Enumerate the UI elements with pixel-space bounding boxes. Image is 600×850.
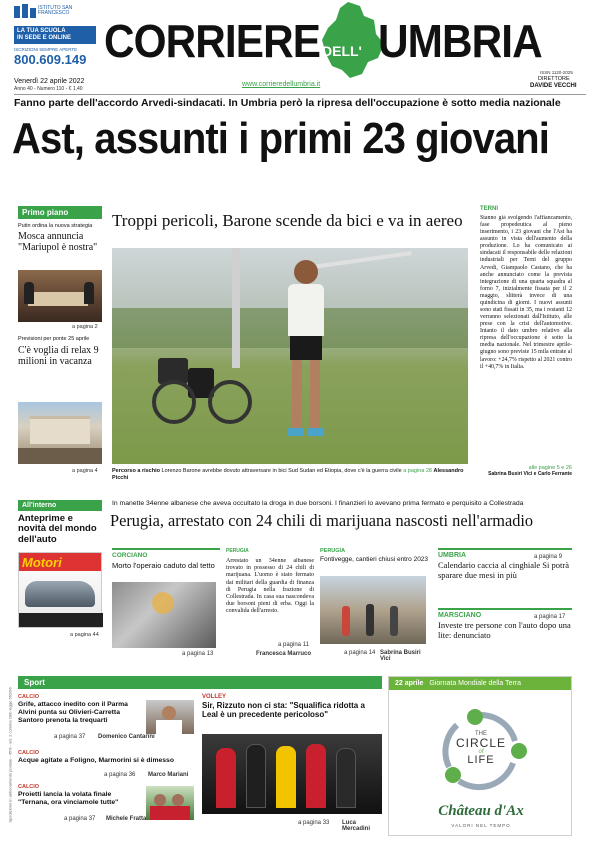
cyclist-photo bbox=[112, 248, 468, 464]
school-logo-text: ISTITUTO SAN FRANCESCO bbox=[38, 5, 73, 16]
calcio-2-ref[interactable]: a pagina 36 bbox=[104, 772, 136, 778]
title-umbria: UMBRIA bbox=[378, 15, 542, 67]
vacation-photo bbox=[18, 402, 102, 464]
perugia-box bbox=[226, 548, 314, 660]
primo-piano-column bbox=[18, 206, 102, 496]
terni-body: Stanno già svolgendo l'affiancamento, fase propedeutica al pieno inserimento, i 23 giovani che l'Ast ha assunto in vista dell'aumento della produzione. Lo ha comunicato ai sindacati il responsabile delle relazioni industriali per Terni del gruppo Arvedi, Giampaolo Castano, che ha anche annunciato come la prevista integrazione di una quarta squadra al forno 7, inizialmente fissata per il 2 maggio, slitterà invece di una quindicina di giorni. I nuovi assunti sono stati fissati in 35, ma i restanti 12 verranno selezionati dall'Istituto, alle prese con la crisi dell'automotive. Intanto il dato umbro relativo alla ripresa dell'occupazione è sotto la media nazionale. Nel trimestre aprile-giugno sono previste 15 mila entrate al lavoro: +24,7% rispetto al 2021 contro il +40,7% in Italia. bbox=[480, 215, 572, 370]
ad-earth-day: Giornata Mondiale della Terra bbox=[429, 680, 522, 687]
primo-piano-item-1-title[interactable]: Mosca annuncia "Mariupol è nostra" bbox=[18, 231, 98, 253]
promo-line-1: LA TUA SCUOLA bbox=[17, 28, 66, 34]
calcio-2 bbox=[18, 750, 194, 780]
marsciano-title[interactable]: Investe tre persone con l'auto dopo una lite: denunciato bbox=[438, 620, 571, 640]
calcio-1-ref[interactable]: a pagina 37 bbox=[54, 734, 86, 740]
circle-life: LIFE bbox=[467, 754, 495, 766]
caption-bold: Percorso a rischio bbox=[112, 468, 160, 474]
calcio-3-ref[interactable]: a pagina 37 bbox=[64, 816, 96, 822]
perugia-box-label: PERUGIA bbox=[226, 548, 249, 554]
motori-title: Motori bbox=[22, 554, 62, 570]
masthead bbox=[0, 0, 600, 92]
corciano-label: CORCIANO bbox=[112, 552, 148, 559]
lead-headline: Ast, assunti i primi 23 giovani bbox=[12, 114, 549, 163]
umbria-label: UMBRIA bbox=[438, 552, 466, 559]
perugia-box-author: Francesca Marruco bbox=[256, 651, 312, 657]
terni-ref[interactable]: alle pagine 5 e 26 bbox=[528, 465, 572, 471]
calcio-2-label: CALCIO bbox=[18, 750, 40, 756]
newspaper-title bbox=[104, 16, 574, 66]
primo-piano-label: Primo piano bbox=[18, 206, 102, 219]
volley-ref[interactable]: a pagina 33 bbox=[298, 820, 330, 826]
sport-label: Sport bbox=[18, 676, 382, 689]
umbria-rule bbox=[438, 548, 572, 550]
volley-author: Luca Mercadini bbox=[342, 820, 371, 832]
corciano-photo bbox=[112, 582, 216, 648]
ad-date: 22 aprile bbox=[395, 680, 424, 687]
sport-section bbox=[18, 676, 382, 836]
car-photo bbox=[25, 581, 95, 607]
lead-kicker: Fanno parte dell'accordo Arvedi-sindacati. In Umbria però la ripresa dell'occupazione è sotto media nazionale bbox=[14, 97, 561, 109]
umbria-title[interactable]: Calendario caccia al cinghiale Si potrà sparare due mesi in più bbox=[438, 560, 569, 580]
corciano-rule bbox=[112, 548, 220, 550]
volley-photo bbox=[202, 734, 382, 814]
umbria-box bbox=[438, 548, 572, 604]
calcio-3 bbox=[18, 784, 194, 832]
ad-header bbox=[389, 677, 571, 690]
calcio-1-author: Domenico Cantarini bbox=[98, 734, 155, 740]
promo-banner bbox=[14, 26, 96, 44]
title-corriere: CORRIERE bbox=[104, 15, 321, 67]
postal-note: Spedizione in abbonamento postale - 45% - art. 2 comma 20/b legge 662/96 bbox=[7, 687, 13, 823]
marsciano-rule bbox=[438, 608, 572, 610]
school-logo bbox=[14, 4, 96, 18]
all-interno-label: All'interno bbox=[18, 500, 102, 511]
primo-piano-item-1-ref[interactable]: a pagina 2 bbox=[72, 324, 98, 330]
volley-label: VOLLEY bbox=[202, 694, 227, 700]
calcio-1-label: CALCIO bbox=[18, 694, 40, 700]
circle-of-life-logo bbox=[435, 705, 527, 797]
issn: ISSN 1120-2025 bbox=[540, 70, 573, 75]
promo-small: ISCRIZIONI SEMPRE APERTE bbox=[14, 47, 78, 53]
perugia-cantieri-label: PERUGIA bbox=[320, 548, 346, 554]
putin-photo bbox=[18, 270, 102, 322]
marsciano-label: MARSCIANO bbox=[438, 612, 482, 619]
promo-box bbox=[14, 4, 96, 74]
calcio-2-author: Marco Mariani bbox=[148, 772, 189, 778]
perugia-cantieri-title[interactable]: Fontivegge, cantieri chiusi entro 2023 bbox=[320, 556, 429, 563]
calcio-3-label: CALCIO bbox=[18, 784, 40, 790]
calcio-1 bbox=[18, 694, 194, 742]
primo-piano-item-2-kicker: Previsioni per ponte 25 aprile bbox=[18, 336, 90, 342]
divider bbox=[14, 94, 586, 95]
terni-column bbox=[480, 206, 572, 484]
calcio-1-title[interactable]: Grife, attacco inedito con il Parma Alvini punta su Olivieri-Carretta Santoro prenota la trequarti bbox=[18, 701, 128, 725]
perugia-headline[interactable]: Perugia, arrestato con 24 chili di marijuana nascosti nell'armadio bbox=[110, 511, 534, 530]
terni-label: TERNI bbox=[480, 206, 498, 212]
calcio-3-photo bbox=[146, 786, 194, 820]
calcio-1-photo bbox=[146, 700, 194, 734]
perugia-cantieri-author: Sabrina Busiri Vici bbox=[380, 650, 421, 662]
website-link[interactable]: www.corrieredellumbria.it bbox=[242, 81, 321, 88]
corciano-title[interactable]: Morto l'operaio caduto dal tetto bbox=[112, 561, 215, 570]
promo-phone: 800.609.149 bbox=[14, 52, 87, 68]
all-interno-ref[interactable]: a pagina 44 bbox=[70, 632, 99, 638]
marsciano-box bbox=[438, 608, 572, 660]
perugia-box-body: Arrestato un 34enne albanese trovato in possesso di 24 chili di marijuana. L'uomo è stato fermato dai militari della guardia di finanza di Perugia nella frazione di Collestrada. In casa sua nascondeva due borsoni pieni di erba. Oggi la convalida dell'arresto. bbox=[226, 558, 314, 615]
all-interno-column bbox=[18, 500, 102, 660]
calcio-3-title[interactable]: Proietti lancia la volata finale "Ternana, ora vinciamole tutte" bbox=[18, 791, 119, 807]
calcio-3-author: Michele Fratta bbox=[106, 816, 147, 822]
marsciano-ref[interactable]: a pagina 17 bbox=[534, 614, 566, 620]
ad-slogan: VALORI NEL TEMPO bbox=[451, 823, 511, 828]
ad-brand: Château d'Ax bbox=[438, 803, 524, 819]
corciano-box bbox=[112, 548, 220, 660]
director-label: DIRETTORE bbox=[538, 76, 570, 82]
director-name: DAVIDE VECCHI bbox=[530, 83, 577, 89]
caption-ref[interactable]: a pagina 28 bbox=[403, 468, 432, 474]
date: Venerdì 22 aprile 2022 bbox=[14, 78, 85, 85]
primo-piano-item-2-title[interactable]: C'è voglia di relax 9 milioni in vacanza bbox=[18, 345, 99, 367]
primo-piano-item-2-ref[interactable]: a pagina 4 bbox=[72, 468, 98, 474]
corciano-ref[interactable]: a pagina 13 bbox=[182, 651, 214, 657]
umbria-ref[interactable]: a pagina 9 bbox=[534, 554, 563, 560]
terni-authors: Sabrina Busiri Vici e Carlo Ferrante bbox=[488, 471, 572, 477]
title-dell: DELL' bbox=[322, 43, 362, 59]
main-story-headline[interactable]: Troppi pericoli, Barone scende da bici e va in aereo bbox=[112, 211, 463, 230]
volley bbox=[202, 694, 382, 834]
caption-author: Alessandro Picchi bbox=[112, 468, 464, 481]
circle-of: of bbox=[478, 749, 484, 755]
earth-day-ad[interactable] bbox=[388, 676, 572, 836]
circle-main: CIRCLE bbox=[455, 736, 506, 750]
caption-text: Lorenzo Barone avrebbe dovuto attraversare in bici Sud Sudan ed Etiopia, dove c'è la guerra civile bbox=[161, 468, 402, 474]
school-logo-icon bbox=[14, 4, 36, 18]
circle-the: THE bbox=[475, 731, 487, 737]
perugia-cantieri-box bbox=[320, 548, 430, 660]
circle-text bbox=[435, 731, 527, 766]
perugia-box-ref[interactable]: a pagina 11 bbox=[278, 642, 309, 648]
all-interno-title[interactable]: Anteprime e novità del mondo dell'auto bbox=[18, 513, 97, 545]
main-story-caption bbox=[112, 468, 472, 481]
motori-magazine bbox=[18, 552, 102, 628]
dateline bbox=[14, 78, 586, 92]
issue-info: Anno 40 - Numero 110 - € 1,40 bbox=[14, 86, 83, 92]
cantieri-photo bbox=[320, 576, 426, 644]
perugia-kicker: In manette 34enne albanese che aveva occultato la droga in due borsoni. I finanzieri lo avevano prima fermato e perquisito a Collestrada bbox=[112, 500, 524, 507]
primo-piano-item-1-kicker: Putin ordina la nuova strategia bbox=[18, 223, 93, 229]
perugia-cantieri-ref[interactable]: a pagina 14 bbox=[344, 650, 376, 656]
volley-title[interactable]: Sir, Rizzuto non ci sta: "Squalifica ridotta a Leal è un precedente pericoloso" bbox=[202, 701, 365, 720]
promo-line-2: IN SEDE E ONLINE bbox=[17, 35, 72, 42]
calcio-2-title[interactable]: Acque agitate a Foligno, Marmorini si è dimesso bbox=[18, 757, 174, 764]
